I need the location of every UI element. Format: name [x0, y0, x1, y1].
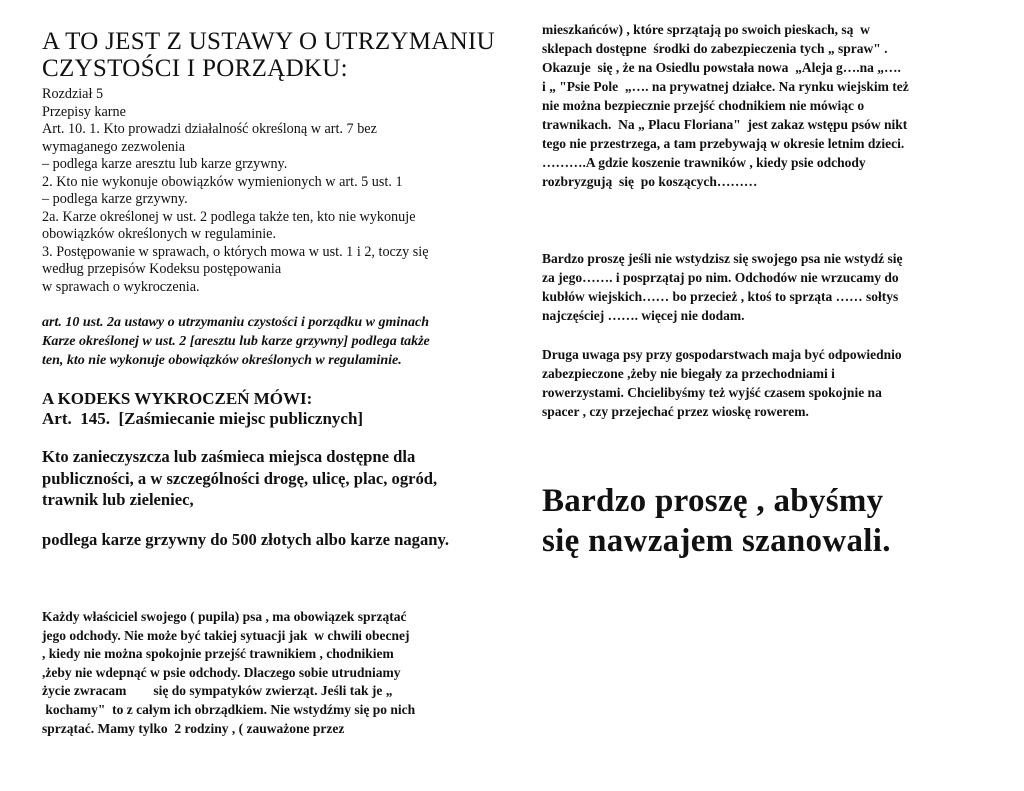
- statute-line: obowiązków określonych w regulaminie.: [42, 226, 277, 242]
- title-line: A TO JEST Z USTAWY O UTRZYMANIU: [42, 28, 495, 55]
- paragraph-line: , kiedy nie można spokojnie przejść trawnikiem , chodnikiem: [42, 646, 394, 662]
- statute-line: – podlega karze grzywny.: [42, 191, 188, 207]
- statute-line: Art. 10. 1. Kto prowadzi działalność określoną w art. 7 bez: [42, 121, 377, 137]
- paragraph-line: mieszkańców) , które sprzątają po swoich pieskach, są w: [542, 22, 870, 37]
- kodeks-section: [42, 389, 512, 550]
- chapter-label: Rozdział 5: [42, 86, 104, 102]
- paragraph-line: jego odchody. Nie może być takiej sytuacji jak w chwili obecnej: [42, 627, 410, 643]
- statute-line: w sprawach o wykroczenia.: [42, 278, 200, 295]
- title-line: CZYSTOŚCI I PORZĄDKU:: [42, 55, 348, 82]
- paragraph-line: trawnikach. Na „ Placu Floriana" jest zakaz wstępu psów nikt: [542, 117, 908, 132]
- closing-line: się nawzajem szanowali.: [542, 523, 891, 559]
- kodeks-line: trawnik lub zieleniec,: [42, 490, 194, 509]
- kodeks-body: [42, 446, 512, 511]
- paragraph-line: za jego……. i posprzątaj po nim. Odchodów nie wrzucamy do: [542, 270, 899, 285]
- statute-quote: [42, 313, 512, 370]
- quote-line: Karze określonej w ust. 2 [aresztu lub karze grzywny] podlega także: [42, 334, 430, 349]
- statute-line: według przepisów Kodeksu postępowania: [42, 261, 282, 277]
- statute-line: 2a. Karze określonej w ust. 2 podlega także ten, kto nie wykonuje: [42, 208, 416, 225]
- closing-appeal: [542, 481, 1002, 561]
- paragraph-line: Każdy właściciel swojego ( pupila) psa , ma obowiązek sprzątać: [42, 609, 407, 624]
- paragraph-line: Bardzo proszę jeśli nie wstydzisz się swojego psa nie wstydź się: [542, 251, 903, 266]
- paragraph-line: spacer , czy przejechać przez wioskę rowerem.: [542, 404, 809, 419]
- farm-paragraph: [542, 345, 1002, 421]
- paragraph-line: zabezpieczone ,żeby nie biegały za przechodniami i: [542, 366, 835, 381]
- paragraph-line: sklepach dostępne środki do zabezpieczenia tych „ spraw" .: [542, 41, 888, 56]
- continuation-paragraph: [542, 20, 1002, 191]
- paragraph-line: rozbryzgują się po koszących………: [542, 174, 758, 189]
- paragraph-line: sprzątać. Mamy tylko 2 rodziny , ( zauważone przez: [42, 720, 345, 736]
- quote-line: ten, kto nie wykonuje obowiązków określonych w regulaminie.: [42, 353, 402, 368]
- paragraph-line: Druga uwaga psy przy gospodarstwach maja być odpowiednio: [542, 347, 902, 362]
- paragraph-line: życie zwracam się do sympatyków zwierząt. Jeśli tak je „: [42, 683, 393, 699]
- statute-text: [42, 86, 512, 296]
- statute-line: 3. Postępowanie w sprawach, o których mowa w ust. 1 i 2, toczy się: [42, 243, 429, 260]
- statute-line: – podlega karze aresztu lub karze grzywny.: [42, 156, 288, 172]
- statute-line: 2. Kto nie wykonuje obowiązków wymienionych w art. 5 ust. 1: [42, 173, 403, 190]
- paragraph-line: ……….A gdzie koszenie trawników , kiedy psie odchody: [542, 155, 866, 170]
- paragraph-line: Okazuje się , że na Osiedlu powstała nowa „Aleja g….na „….: [542, 60, 901, 75]
- owner-paragraph: [42, 608, 512, 738]
- request-paragraph: [542, 249, 1002, 325]
- paragraph-line: tego nie przestrzega, a tam przebywają w okresie letnim dzieci.: [542, 136, 905, 151]
- paragraph-line: rowerzystami. Chcielibyśmy też wyjść czasem spokojnie na: [542, 385, 882, 400]
- section-label: Przepisy karne: [42, 103, 126, 120]
- paragraph-line: najczęściej ……. więcej nie dodam.: [542, 308, 745, 323]
- kodeks-line: Kto zanieczyszcza lub zaśmieca miejsca dostępne dla: [42, 447, 416, 466]
- closing-line: Bardzo proszę , abyśmy: [542, 483, 884, 519]
- kodeks-article: Art. 145. [Zaśmiecanie miejsc publicznych]: [42, 409, 364, 428]
- paragraph-line: kubłów wiejskich…… bo przecież , ktoś to sprząta …… sołtys: [542, 289, 899, 304]
- paragraph-line: ,żeby nie wdepnąć w psie odchody. Dlaczego sobie utrudniamy: [42, 664, 401, 680]
- kodeks-line: publiczności, a w szczególności drogę, ulicę, plac, ogród,: [42, 468, 438, 488]
- paragraph-line: kochamy" to z całym ich obrządkiem. Nie wstydźmy się po nich: [42, 701, 416, 717]
- quote-line: art. 10 ust. 2a ustawy o utrzymaniu czystości i porządku w gminach: [42, 315, 430, 330]
- paragraph-line: i „ "Psie Pole „…. na prywatnej działce. Na rynku wiejskim też: [542, 79, 909, 94]
- statute-line: wymaganego zezwolenia: [42, 138, 185, 155]
- kodeks-heading: A KODEKS WYKROCZEŃ MÓWI:: [42, 389, 313, 408]
- left-column: [42, 28, 512, 738]
- kodeks-penalty: podlega karze grzywny do 500 złotych albo karze nagany.: [42, 529, 450, 549]
- right-column: [542, 20, 1002, 561]
- paragraph-line: nie można bezpiecznie przejść chodnikiem nie mówiąc o: [542, 98, 865, 113]
- document-title: [42, 28, 512, 82]
